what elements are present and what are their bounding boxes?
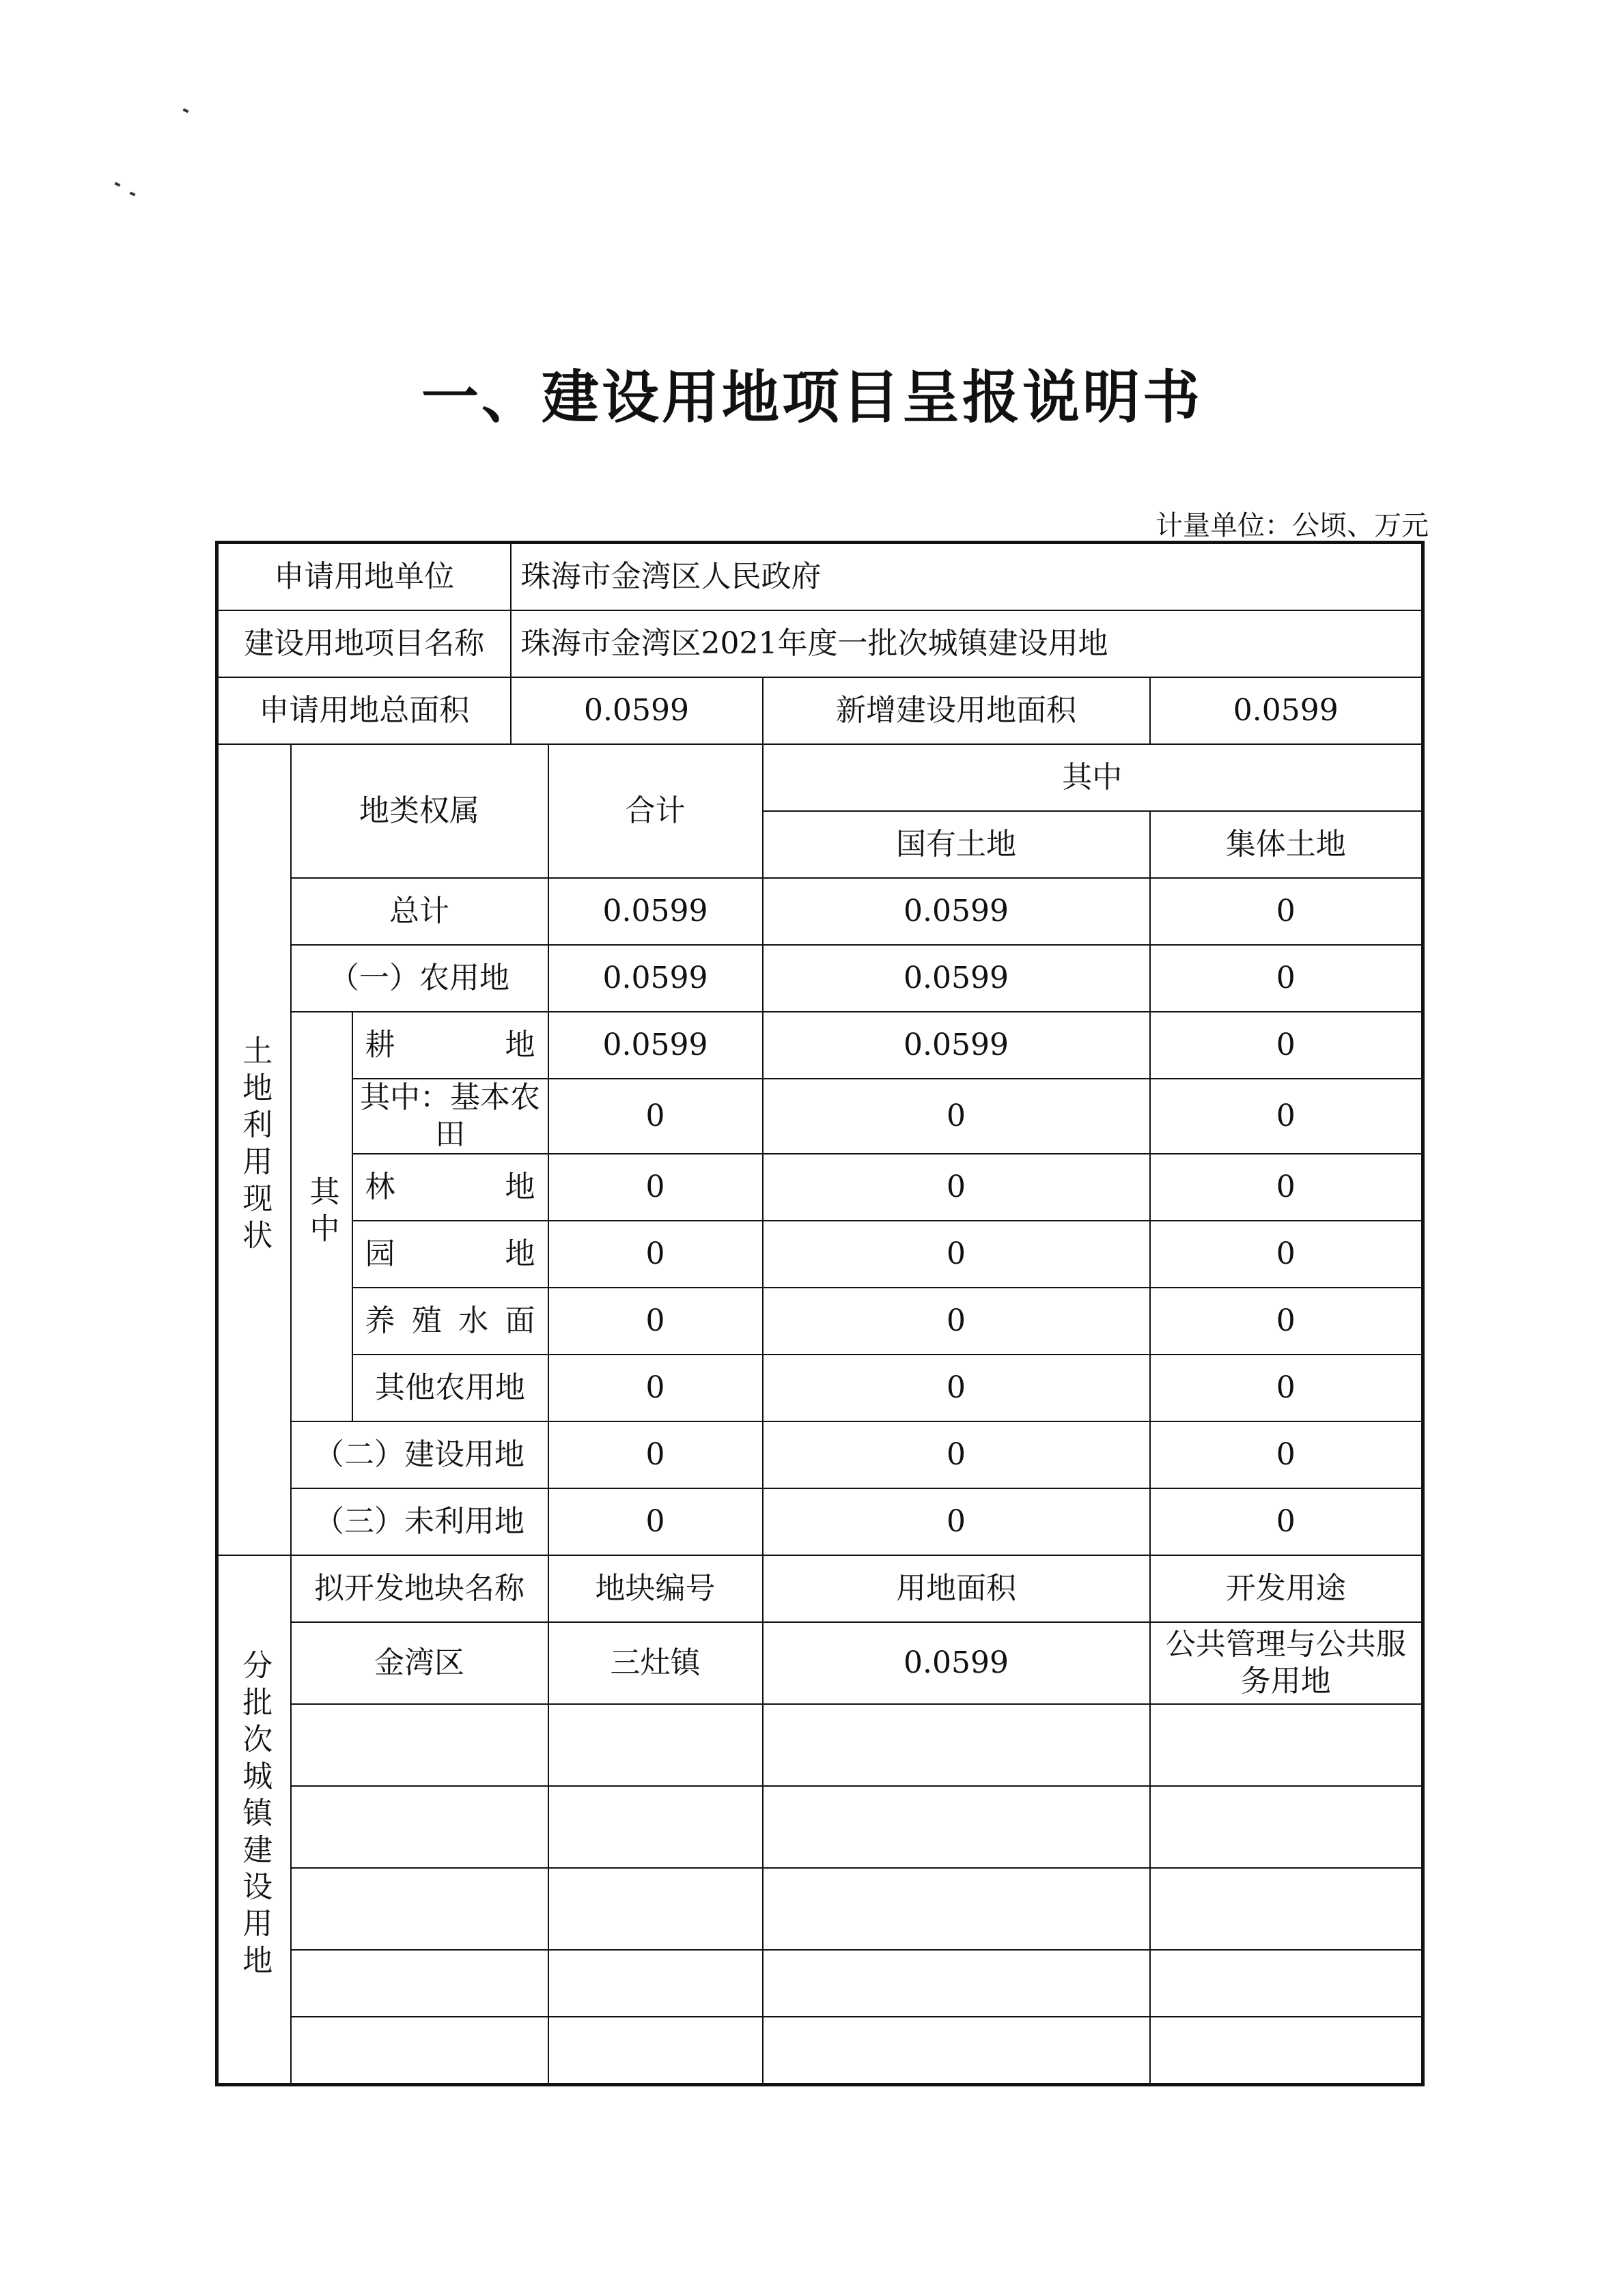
- project-value: 珠海市金湾区2021年度一批次城镇建设用地: [511, 610, 1423, 677]
- empty-cell: [291, 2017, 548, 2085]
- row-total: 0.0599: [548, 878, 763, 945]
- table-row: [217, 945, 1423, 1012]
- spread-label: [353, 1169, 548, 1206]
- row-state: 0: [763, 1421, 1150, 1488]
- row-label: 总计: [291, 878, 548, 945]
- row-state: 0: [763, 1288, 1150, 1355]
- empty-cell: [1150, 1950, 1423, 2017]
- table-row: [217, 1868, 1423, 1950]
- plot-name: 金湾区: [291, 1622, 548, 1704]
- table-row: [217, 1221, 1423, 1288]
- table-row: [217, 1288, 1423, 1355]
- row-label: [352, 1154, 548, 1221]
- row-total: 0.0599: [548, 1012, 763, 1079]
- empty-cell: [548, 1786, 763, 1868]
- empty-cell: [548, 1868, 763, 1950]
- row-collective: 0: [1150, 878, 1423, 945]
- scan-speck: [183, 108, 189, 113]
- plot-number: 三灶镇: [548, 1622, 763, 1704]
- empty-cell: [763, 2017, 1150, 2085]
- land-application-form: [215, 541, 1425, 2086]
- table-row: [217, 878, 1423, 945]
- empty-cell: [548, 1704, 763, 1786]
- table-row: [217, 1154, 1423, 1221]
- col-state-header: 国有土地: [763, 811, 1150, 878]
- empty-cell: [548, 1950, 763, 2017]
- row-collective: 0: [1150, 1421, 1423, 1488]
- row-collective: 0: [1150, 1355, 1423, 1421]
- table-row: [217, 1079, 1423, 1154]
- row-label: [352, 1012, 548, 1079]
- row-state: 0: [763, 1488, 1150, 1555]
- label-char: 殖: [411, 1303, 442, 1338]
- empty-cell: [1150, 1868, 1423, 1950]
- row-label: （三）未利用地: [291, 1488, 548, 1555]
- empty-cell: [291, 1786, 548, 1868]
- row-total: 0: [548, 1079, 763, 1154]
- empty-cell: [291, 1704, 548, 1786]
- spread-label: [353, 1027, 548, 1064]
- applicant-label: 申请用地单位: [217, 543, 511, 611]
- page-title: 一、建设用地项目呈报说明书: [421, 364, 1203, 431]
- col-among-header: 其中: [763, 744, 1423, 811]
- empty-cell: [291, 1950, 548, 2017]
- label-char: 地: [505, 1236, 535, 1271]
- row-collective: 0: [1150, 1079, 1423, 1154]
- table-row: [217, 1950, 1423, 2017]
- row-total: 0: [548, 1355, 763, 1421]
- empty-cell: [1150, 1786, 1423, 1868]
- label-char: 园: [365, 1236, 395, 1271]
- total-area-label: 申请用地总面积: [217, 677, 511, 744]
- table-row: [217, 1622, 1423, 1704]
- label-char: 水: [458, 1303, 489, 1338]
- table-row: [217, 1012, 1423, 1079]
- col-area-header: 用地面积: [763, 1555, 1150, 1622]
- spread-label: [353, 1303, 548, 1340]
- col-collective-header: 集体土地: [1150, 811, 1423, 878]
- table-row: [217, 2017, 1423, 2085]
- empty-cell: [1150, 1704, 1423, 1786]
- row-collective: 0: [1150, 945, 1423, 1012]
- empty-cell: [763, 1704, 1150, 1786]
- spread-label: [353, 1236, 548, 1273]
- scan-speck: [115, 182, 121, 186]
- row-label: 其中：基本农田: [352, 1079, 548, 1154]
- row-state: 0: [763, 1079, 1150, 1154]
- col-purpose-header: 开发用途: [1150, 1555, 1423, 1622]
- row-state: 0: [763, 1154, 1150, 1221]
- col-category-header: 地类权属: [291, 744, 548, 878]
- row-total: 0.0599: [548, 945, 763, 1012]
- empty-cell: [763, 1950, 1150, 2017]
- empty-cell: [763, 1786, 1150, 1868]
- label-char: 面: [505, 1303, 535, 1338]
- plot-area: 0.0599: [763, 1622, 1150, 1704]
- row-total: 0: [548, 1221, 763, 1288]
- col-number-header: 地块编号: [548, 1555, 763, 1622]
- new-area-value: 0.0599: [1150, 677, 1423, 744]
- label-char: 养: [365, 1303, 395, 1338]
- label-char: 地: [505, 1170, 535, 1204]
- table-row: [217, 1355, 1423, 1421]
- row-collective: 0: [1150, 1221, 1423, 1288]
- row-label: 其他农用地: [352, 1355, 548, 1421]
- table-row: [217, 1786, 1423, 1868]
- empty-cell: [763, 1868, 1150, 1950]
- row-label: （一）农用地: [291, 945, 548, 1012]
- new-area-label: 新增建设用地面积: [763, 677, 1150, 744]
- table-row: [217, 1488, 1423, 1555]
- row-collective: 0: [1150, 1288, 1423, 1355]
- table-row: [217, 1704, 1423, 1786]
- land-use-section-label: 土地利用现状: [217, 744, 291, 1555]
- unit-note: 计量单位：公顷、万元: [1156, 510, 1429, 541]
- project-label: 建设用地项目名称: [217, 610, 511, 677]
- row-total: 0: [548, 1421, 763, 1488]
- table-row: [217, 1421, 1423, 1488]
- row-total: 0: [548, 1288, 763, 1355]
- empty-cell: [291, 1868, 548, 1950]
- label-char: 林: [365, 1170, 395, 1204]
- row-state: 0.0599: [763, 1012, 1150, 1079]
- applicant-value: 珠海市金湾区人民政府: [511, 543, 1423, 611]
- label-char: 耕: [365, 1027, 395, 1062]
- among-label: 其中: [291, 1012, 352, 1421]
- row-state: 0.0599: [763, 945, 1150, 1012]
- row-label: （二）建设用地: [291, 1421, 548, 1488]
- batch-section-label: 分批次城镇建设用地: [217, 1555, 291, 2085]
- row-collective: 0: [1150, 1154, 1423, 1221]
- row-state: 0: [763, 1221, 1150, 1288]
- label-char: 地: [505, 1027, 535, 1062]
- row-collective: 0: [1150, 1012, 1423, 1079]
- plot-purpose: 公共管理与公共服务用地: [1150, 1622, 1423, 1704]
- row-total: 0: [548, 1488, 763, 1555]
- row-collective: 0: [1150, 1488, 1423, 1555]
- row-label: [352, 1288, 548, 1355]
- total-area-value: 0.0599: [511, 677, 763, 744]
- empty-cell: [548, 2017, 763, 2085]
- row-total: 0: [548, 1154, 763, 1221]
- scan-speck: [130, 191, 136, 196]
- row-state: 0.0599: [763, 878, 1150, 945]
- row-label: [352, 1221, 548, 1288]
- row-state: 0: [763, 1355, 1150, 1421]
- col-total-header: 合计: [548, 744, 763, 878]
- empty-cell: [1150, 2017, 1423, 2085]
- col-name-header: 拟开发地块名称: [291, 1555, 548, 1622]
